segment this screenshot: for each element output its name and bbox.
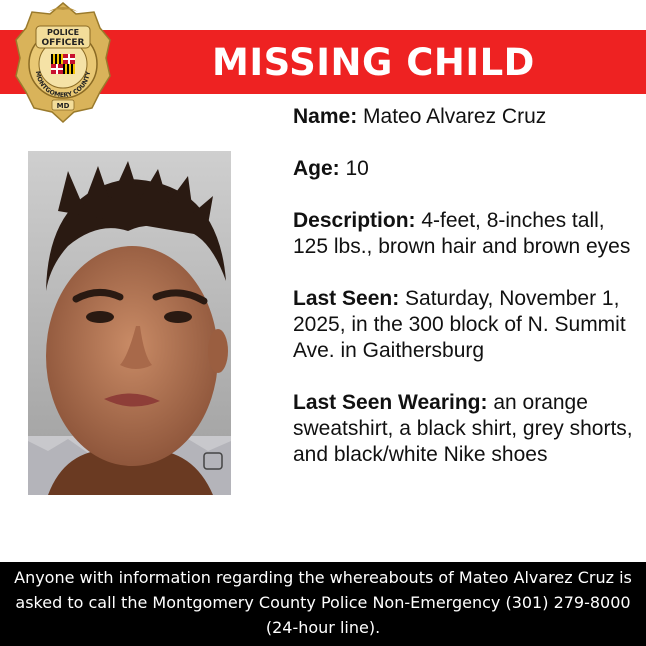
badge-police-text: POLICE [46, 28, 80, 37]
badge-officer-text: OFFICER [41, 38, 85, 48]
description-field [293, 208, 638, 260]
police-badge-logo [14, 0, 112, 124]
age-value: 10 [339, 157, 369, 180]
age-label: Age: [293, 157, 340, 180]
description-value: 4-feet, 8-inches tall, 125 lbs., brown hair and brown eyes [293, 209, 631, 258]
wearing-value: an orange sweatshirt, a black shirt, grey shorts, and black/white Nike shoes [293, 391, 633, 466]
badge-ring-text: MONTGOMERY COUNTY [33, 70, 93, 100]
name-field [293, 104, 638, 130]
page-title: MISSING CHILD [212, 41, 535, 84]
last-seen-field [293, 286, 638, 364]
footer-notice: Anyone with information regarding the whereabouts of Mateo Alvarez Cruz is asked to call the Montgomery County Police Non-Emergency (301) 279-8000 (24-hour line). [14, 568, 632, 637]
missing-child-photo [28, 151, 231, 495]
name-label: Name: [293, 105, 358, 128]
wearing-field [293, 390, 638, 468]
name-value: Mateo Alvarez Cruz [357, 105, 547, 128]
last-seen-value: Saturday, November 1, 2025, in the 300 block of N. Summit Ave. in Gaithersburg [293, 287, 626, 362]
wearing-label: Last Seen Wearing: [293, 391, 488, 414]
last-seen-label: Last Seen: [293, 287, 400, 310]
badge-state-text: MD [56, 102, 70, 110]
child-details [293, 104, 638, 494]
description-label: Description: [293, 209, 416, 232]
age-field [293, 156, 638, 182]
